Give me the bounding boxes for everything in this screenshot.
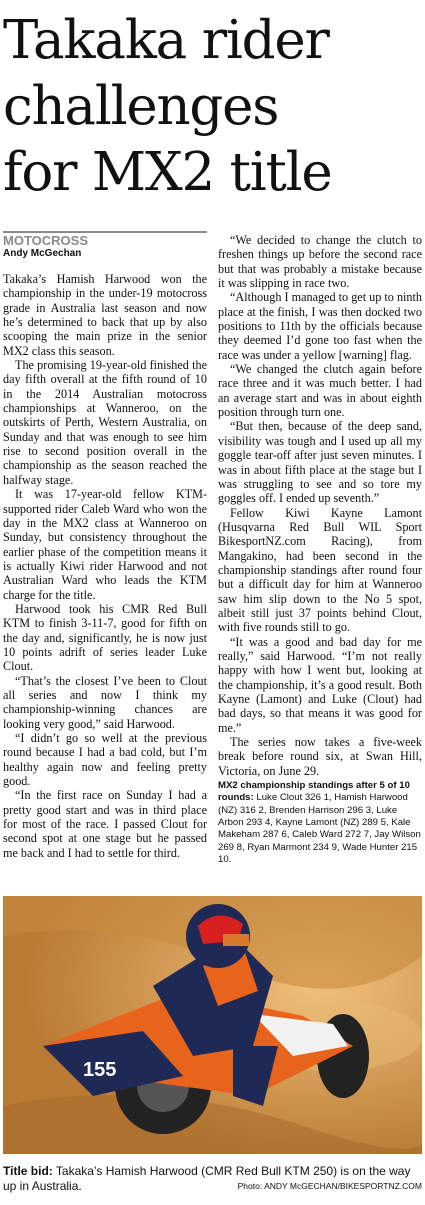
caption-text-line2: up in Australia. xyxy=(3,1179,82,1193)
article-column-right xyxy=(218,233,422,866)
photo-illustration xyxy=(3,896,422,1154)
standings-heading: MX2 championship standings after 5 of 10 rounds: xyxy=(218,780,410,804)
paragraph: “But then, because of the deep sand, visibility was tough and I used up all my goggle tear-off after just seven minutes. I was in about fifth place at the stage but I was struggling to see and so tore my goggles off. I ended up seventh.” xyxy=(218,419,422,506)
paragraph: “I didn’t go so well at the previous round because I had a bad cold, but I’m healthy again now and feeling pretty good. xyxy=(3,731,207,789)
headline-line-3: for MX2 title xyxy=(3,142,332,203)
photo-credit: Photo: ANDY McGECHAN/BIKESPORTNZ.COM xyxy=(237,1181,422,1191)
section-label: MOTOCROSS xyxy=(3,231,207,248)
standings-text: Luke Clout 326 1, Hamish Harwood (NZ) 316 2, Brenden Harrison 296 3, Luke Arbon 293 4, Kayne Lamont (NZ) 289 5, Kale Makeham 287 6, Caleb Ward 272 7, Jay Wilson 269 8, Ryan Marmont 234 9, Wade Hunter 215 10. xyxy=(218,792,421,865)
photo-caption xyxy=(3,1164,422,1194)
paragraph: “That’s the closest I’ve been to Clout all series and now I think my championship-winning chances are looking very good,” said Harwood. xyxy=(3,673,207,731)
caption-text: Takaka’s Hamish Harwood (CMR Red Bull KTM 250) is on the way xyxy=(52,1164,411,1178)
motocross-rider-photo xyxy=(3,896,422,1154)
paragraph: Fellow Kiwi Kayne Lamont (Husqvarna Red Bull WIL Sport BikesportNZ.com Racing), from Mangakino, had been second in the championship standings after round four but a difficult day for him at Wanneroo saw him slip down to the No 5 spot, albeit still just 37 points behind Clout, with five rounds still to go. xyxy=(218,505,422,635)
article-column-left xyxy=(3,231,207,860)
paragraph: “We decided to change the clutch to freshen things up before the second race but that was probably a mistake because it was slipping in race two. xyxy=(218,233,422,291)
caption-label: Title bid: xyxy=(3,1164,53,1178)
paragraph: It was 17-year-old fellow KTM-supported rider Caleb Ward who won the day in the MX2 class at Wanneroo on Sunday, but consistency throughout the earlier phase of the competition means it is actually Kiwi rider Harwood and not Australian Ward who leads the KTM charge for the title. xyxy=(3,487,207,602)
headline xyxy=(3,8,423,206)
headline-line-1: Takaka rider xyxy=(3,10,329,71)
paragraph: “We changed the clutch again before race three and it was much better. I had an average start and was in about eighth position through turn one. xyxy=(218,362,422,420)
paragraph: The promising 19-year-old finished the day fifth overall at the fifth round of 10 in the 2014 Australian motocross championships at Wanneroo, on the outskirts of Perth, Western Australia, on Sunday and that was enough to see him rise to second position overall in the championship as the season reached the halfway stage. xyxy=(3,358,207,487)
paragraph: The series now takes a five-week break before round six, at Swan Hill, Victoria, on June 29. xyxy=(218,735,422,778)
paragraph: Takaka’s Hamish Harwood won the championship in the under-19 motocross grade in Australia last season and now he’s determined to back that up by also scooping the main prize in the senior MX2 class this season. xyxy=(3,272,207,358)
paragraph: “Although I managed to get up to ninth place at the finish, I was then docked two positions to 11th by the officials because they deemed I’d gone too fast when the race was under a yellow [warning] flag. xyxy=(218,290,422,362)
championship-standings xyxy=(218,780,422,866)
byline: Andy McGechan xyxy=(3,248,82,259)
paragraph: Harwood took his CMR Red Bull KTM to finish 3-11-7, good for fifth on the day and, significantly, he is now just 10 points adrift of series leader Luke Clout. xyxy=(3,601,207,674)
bike-number: 155 xyxy=(83,1059,117,1081)
headline-line-2: challenges xyxy=(3,76,279,137)
paragraph: “It was a good and bad day for me really,” said Harwood. “I’m not really happy with how I went but, looking at the championship, it’s a good result. Both Kayne (Lamont) and Luke (Clout) had bad days, so that means it was good for me.” xyxy=(218,634,422,735)
paragraph: “In the first race on Sunday I had a pretty good start and was in third place for most of the race. I passed Clout for second spot at one stage but he passed me back and I had to settle for third. xyxy=(3,788,207,860)
